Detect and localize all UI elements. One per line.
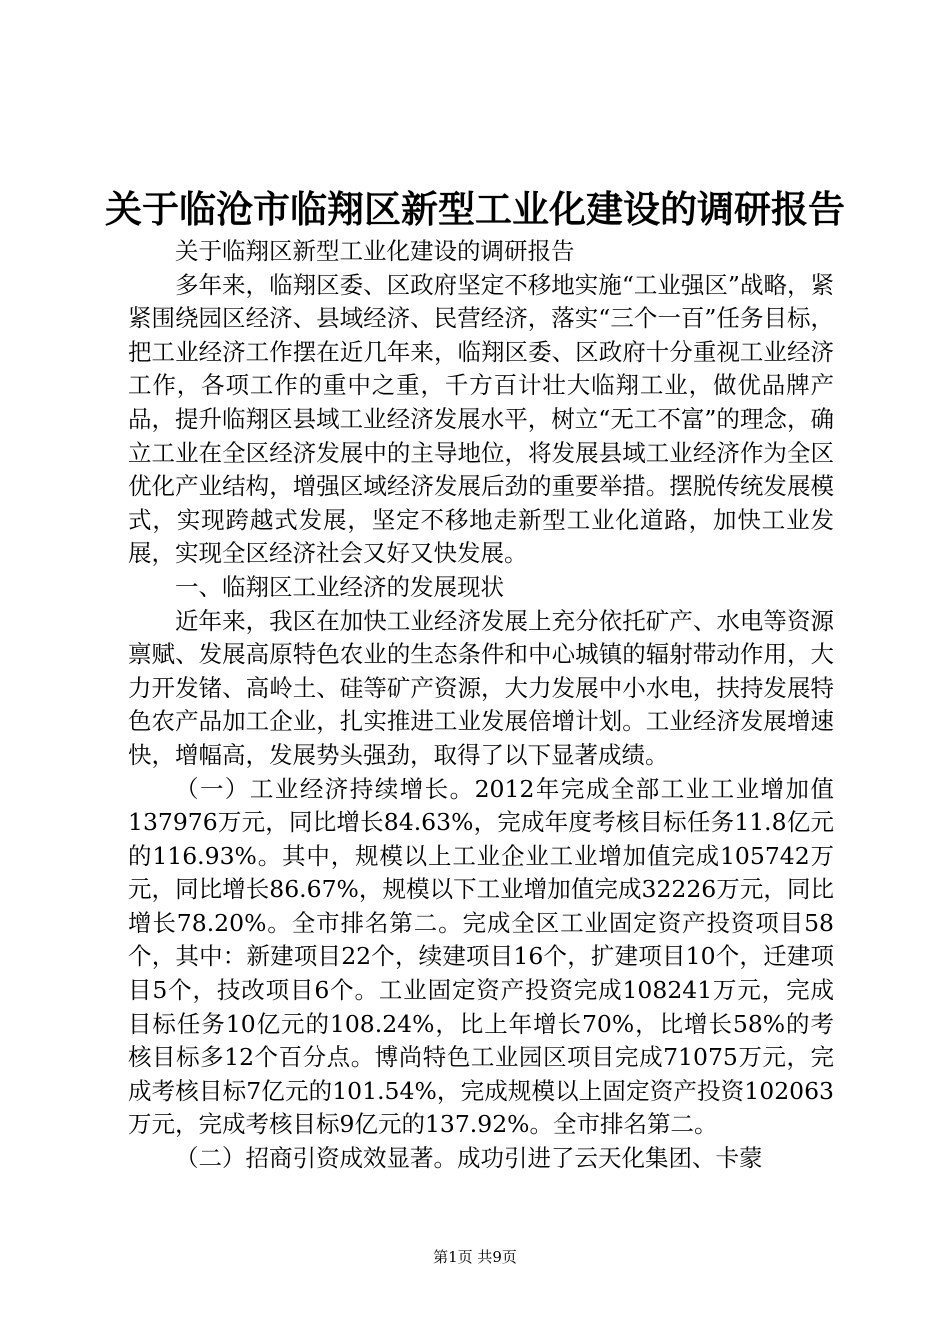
subtitle-paragraph: 关于临翔区新型工业化建设的调研报告 [175,237,575,265]
investment-paragraph: （二）招商引资成效显著。成功引进了云天化集团、卡蒙 [175,1144,763,1173]
document-body [128,235,834,1176]
section-heading: 一、临翔区工业经济的发展现状 [175,572,504,601]
growth-paragraph: （一）工业经济持续增长。2012年完成全部工业工业增加值137976万元，同比增长84.63%，完成年度考核目标任务11.8亿元的116.93%。其中，规模以上工业企业工业增加值完成105742万元，同比增长86.67%，规模以下工业增加值完成32226万元，同比增长78.20%。全市排名第二。完成全区工业固定资产投资项目58个，其中：新建项目22个，续建项目16个，扩建项目10个，迁建项目5个，技改项目6个。工业固定资产投资完成108241万元，完成目标任务10亿元的108.24%，比上年增长70%，比增长58%的考核目标多12个百分点。博尚特色工业园区项目完成71075万元，完成考核目标7亿元的101.54%，完成规模以上固定资产投资102063万元，完成考核目标9亿元的137.92%。全市排名第二。 [128,774,834,1139]
status-paragraph: 近年来，我区在加快工业经济发展上充分依托矿产、水电等资源禀赋、发展高原特色农业的生态条件和中心城镇的辐射带动作用，大力开发锗、高岭土、硅等矿产资源，大力发展中小水电，扶持发展特色农产品加工企业，扎实推进工业发展倍增计划。工业经济发展增速快，增幅高，发展势头强劲，取得了以下显著成绩。 [128,606,834,769]
document-title: 关于临沧市临翔区新型工业化建设的调研报告 [105,187,845,231]
page-number-footer: 第1页 共9页 [433,1248,517,1266]
intro-paragraph: 多年来，临翔区委、区政府坚定不移地实施“工业强区”战略，紧紧围绕园区经济、县域经济、民营经济，落实“三个一百”任务目标，把工业经济工作摆在近几年来，临翔区委、区政府十分重视工业经济工作，各项工作的重中之重，千方百计壮大临翔工业，做优品牌产品，提升临翔区县域工业经济发展水平，树立“无工不富”的理念，确立工业在全区经济发展中的主导地位，将发展县域工业经济作为全区优化产业结构，增强区域经济发展后劲的重要举措。摆脱传统发展模式，实现跨越式发展，坚定不移地走新型工业化道路，加快工业发展，实现全区经济社会又好又快发展。 [128,270,834,568]
